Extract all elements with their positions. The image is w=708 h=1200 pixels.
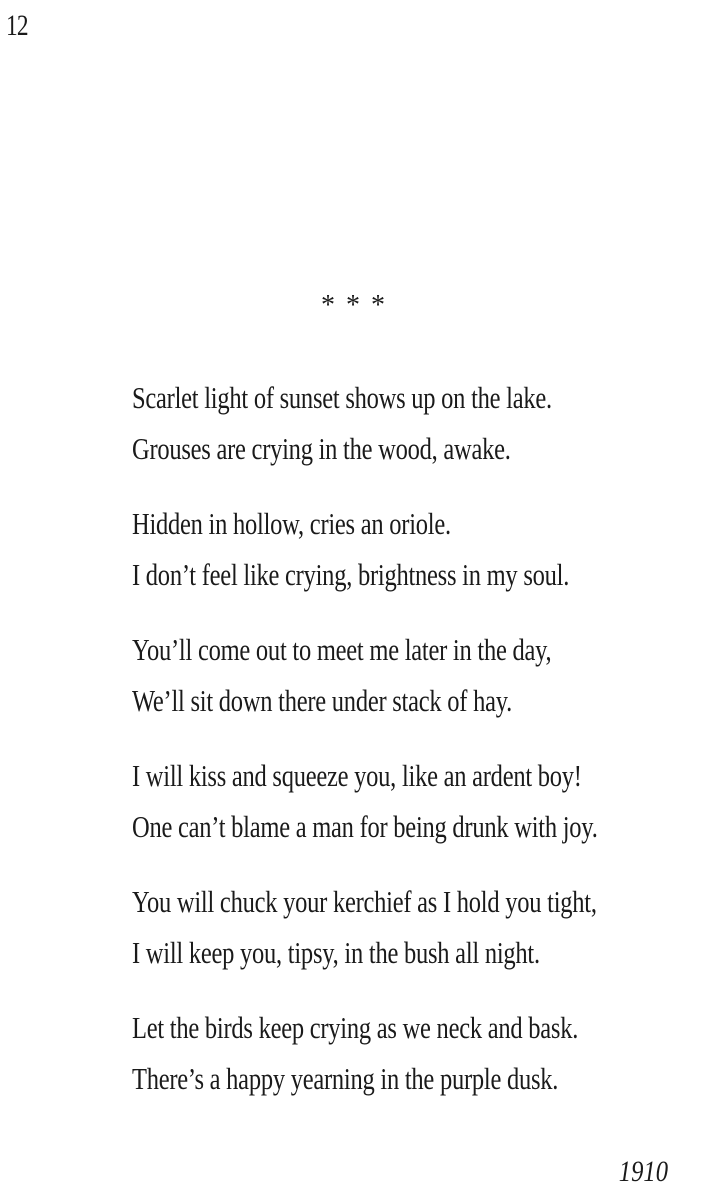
stanza xyxy=(132,1002,692,1104)
poem-line: You will chuck your kerchief as I hold you tight, xyxy=(132,884,597,919)
page-number: 12 xyxy=(6,9,28,42)
poem-line: There’s a happy yearning in the purple dusk. xyxy=(132,1061,559,1096)
poem-line: I don’t feel like crying, brightness in my soul. xyxy=(132,557,570,592)
poem-line: You’ll come out to meet me later in the day, xyxy=(132,632,552,667)
stanza xyxy=(132,498,692,600)
poem-line: I will keep you, tipsy, in the bush all night. xyxy=(132,935,540,970)
poem-line: Hidden in hollow, cries an oriole. xyxy=(132,506,451,541)
stanza xyxy=(132,750,692,852)
poem xyxy=(132,372,692,1128)
poem-line: I will kiss and squeeze you, like an ardent boy! xyxy=(132,758,582,793)
section-separator: * * * xyxy=(321,290,387,321)
poem-line: Let the birds keep crying as we neck and bask. xyxy=(132,1010,579,1045)
stanza xyxy=(132,624,692,726)
poem-line: One can’t blame a man for being drunk with joy. xyxy=(132,809,598,844)
poem-line: We’ll sit down there under stack of hay. xyxy=(132,683,513,718)
poem-line: Scarlet light of sunset shows up on the lake. xyxy=(132,380,552,415)
poem-year: 1910 xyxy=(618,1155,668,1188)
poem-line: Grouses are crying in the wood, awake. xyxy=(132,431,511,466)
stanza xyxy=(132,372,692,474)
stanza xyxy=(132,876,692,978)
